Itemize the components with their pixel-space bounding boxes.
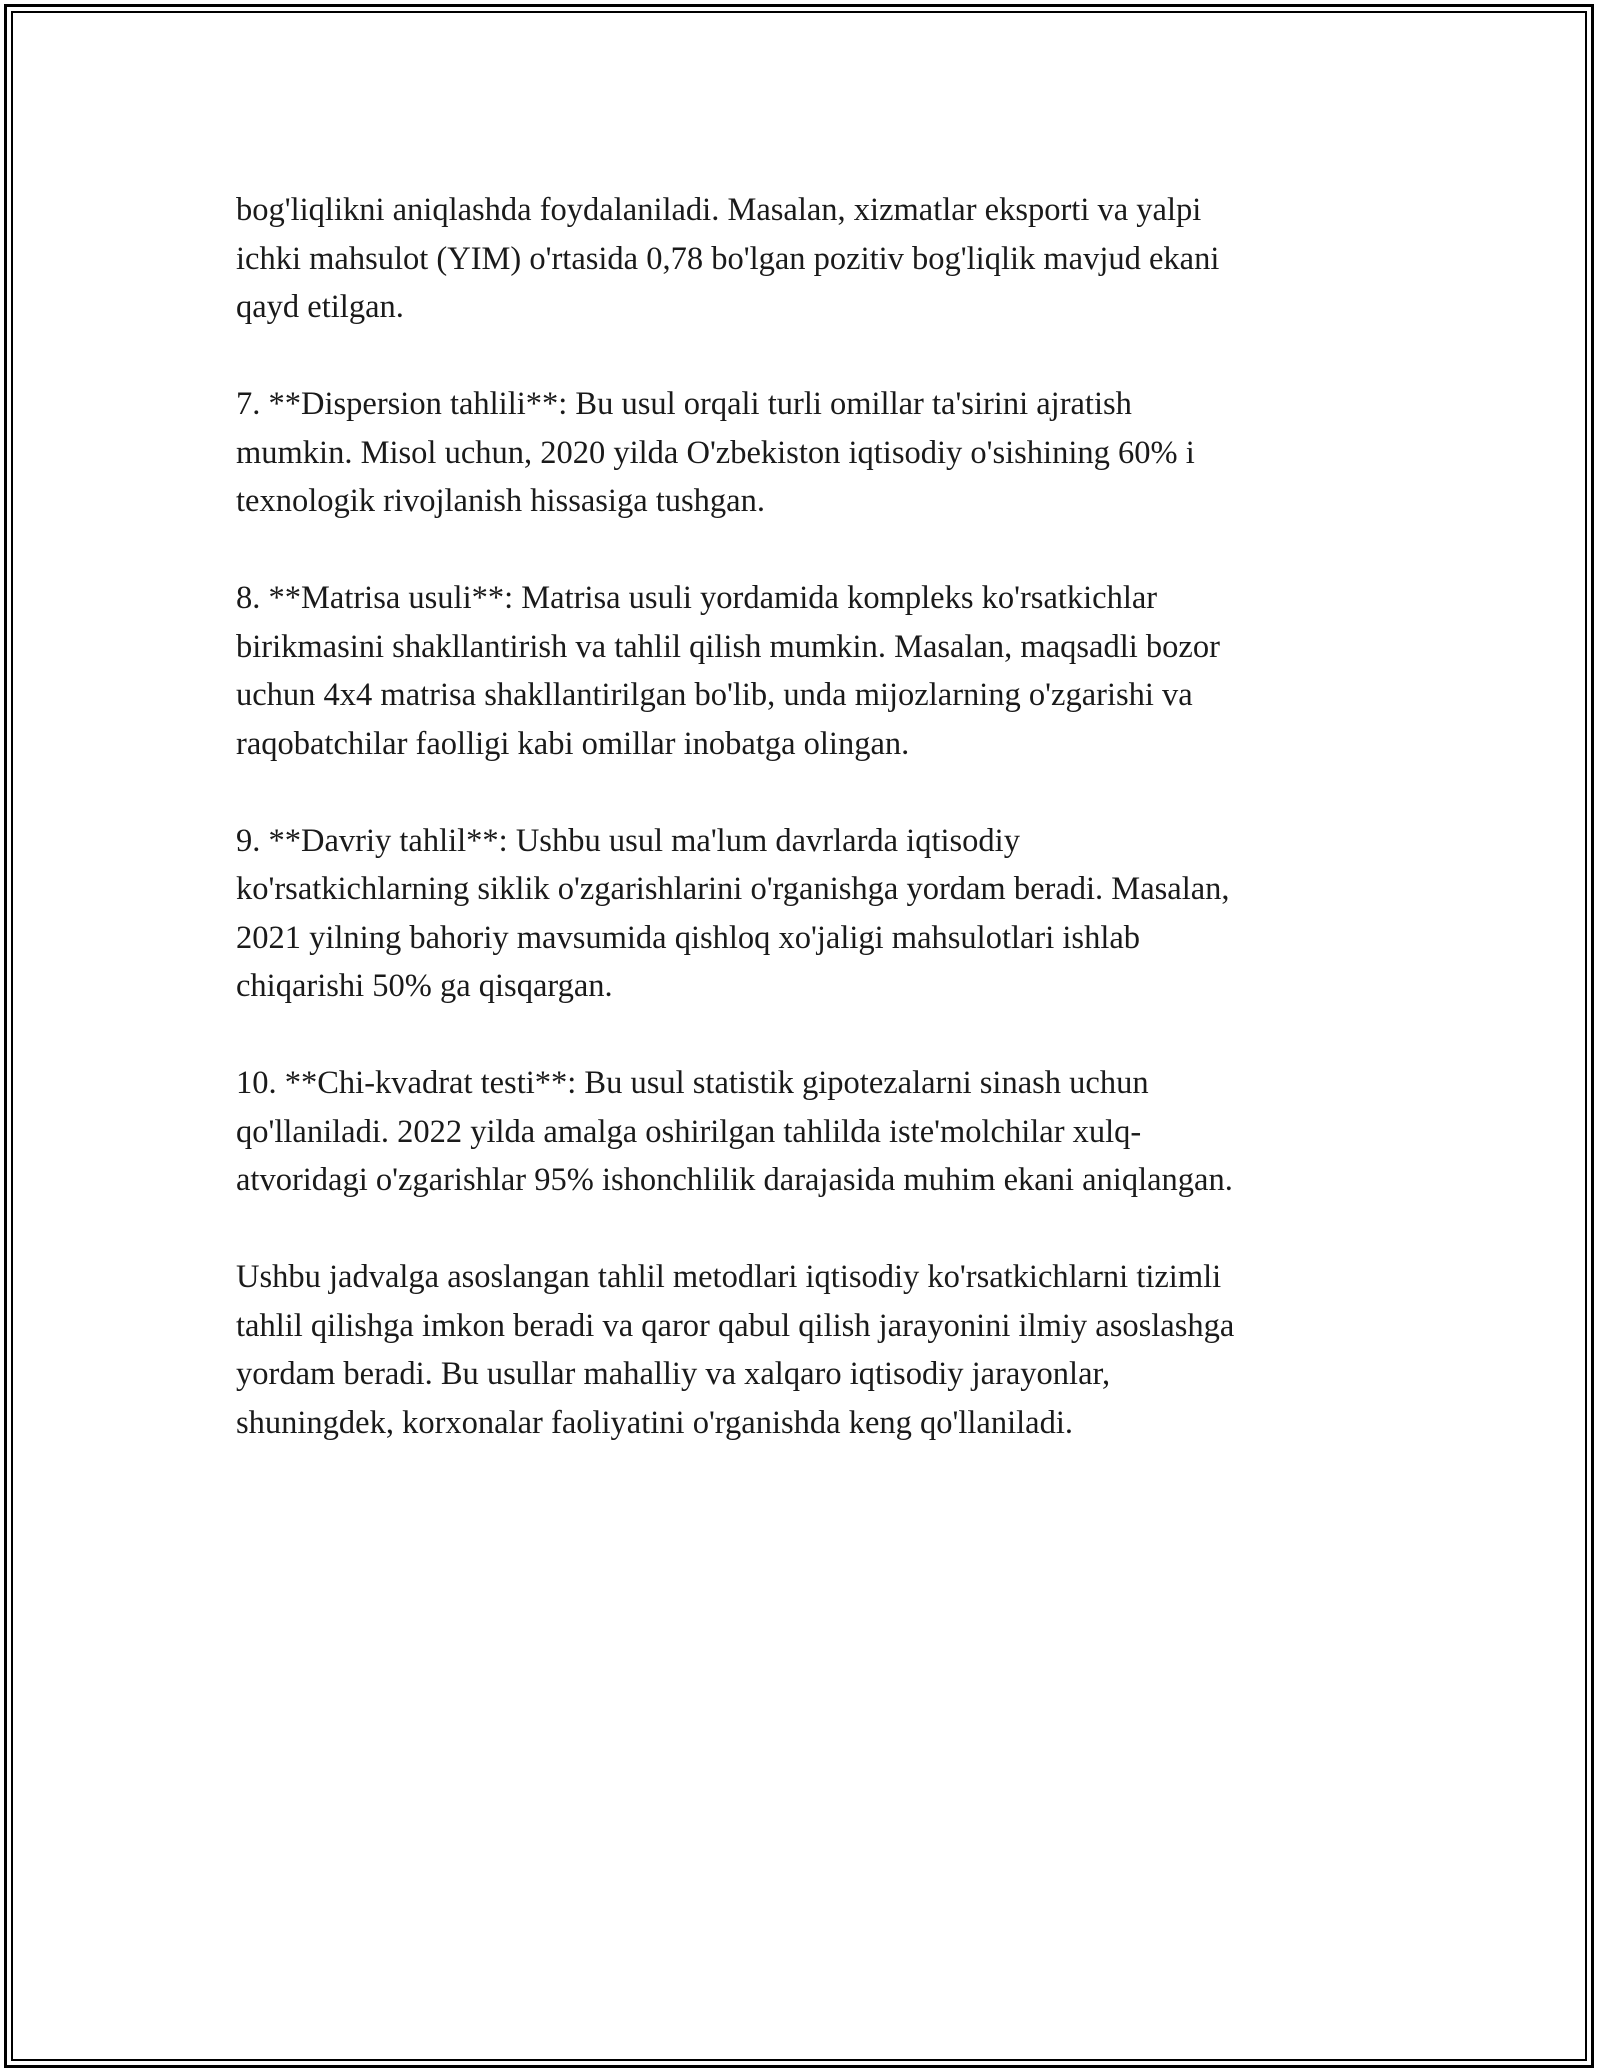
paragraph-conclusion: Ushbu jadvalga asoslangan tahlil metodlari iqtisodiy ko'rsatkichlarni tizimli tahlil qilishga imkon beradi va qaror qabul qilish jarayonini ilmiy asoslashga yordam beradi. Bu usullar mahalliy va xalqaro iqtisodiy jarayonlar, shuningdek, korxonalar faoliyatini o'rganishda keng qo'llaniladi. bbox=[236, 1259, 1235, 1441]
paragraph-dispersion-analysis: 7. **Dispersion tahlili**: Bu usul orqali turli omillar ta'sirini ajratish mumkin. Misol uchun, 2020 yilda O'zbekiston iqtisodiy o'sishining 60% i texnologik rivojlanish hissasiga tushgan. bbox=[236, 386, 1195, 519]
paragraph-periodic-analysis: 9. **Davriy tahlil**: Ushbu usul ma'lum davrlarda iqtisodiy ko'rsatkichlarning siklik o'zgarishlarini o'rganishga yordam beradi. Masalan, 2021 yilning bahoriy mavsumida qishloq xo'jaligi mahsulotlari ishlab chiqarishi 50% ga qisqargan. bbox=[236, 822, 1230, 1004]
paragraph-chi-square-test: 10. **Chi-kvadrat testi**: Bu usul statistik gipotezalarni sinash uchun qo'llaniladi. 2022 yilda amalga oshirilgan tahlilda iste'molchilar xulq- atvoridagi o'zgarishlar 95% ishonchlilik darajasida muhim ekani aniqlangan. bbox=[236, 1065, 1233, 1198]
paragraph-correlation-continuation: bog'liqlikni aniqlashda foydalaniladi. Masalan, xizmatlar eksporti va yalpi ichki mahsulot (YIM) o'rtasida 0,78 bo'lgan pozitiv bog'liqlik mavjud ekani qayd etilgan. bbox=[236, 192, 1220, 325]
paragraph-matrix-method: 8. **Matrisa usuli**: Matrisa usuli yordamida kompleks ko'rsatkichlar birikmasini shakllantirish va tahlil qilish mumkin. Masalan, maqsadli bozor uchun 4x4 matrisa shakllantirilgan bo'lib, unda mijozlarning o'zgarishi va raqobatchilar faolligi kabi omillar inobatga olingan. bbox=[236, 580, 1220, 762]
document-body bbox=[236, 186, 1366, 1496]
